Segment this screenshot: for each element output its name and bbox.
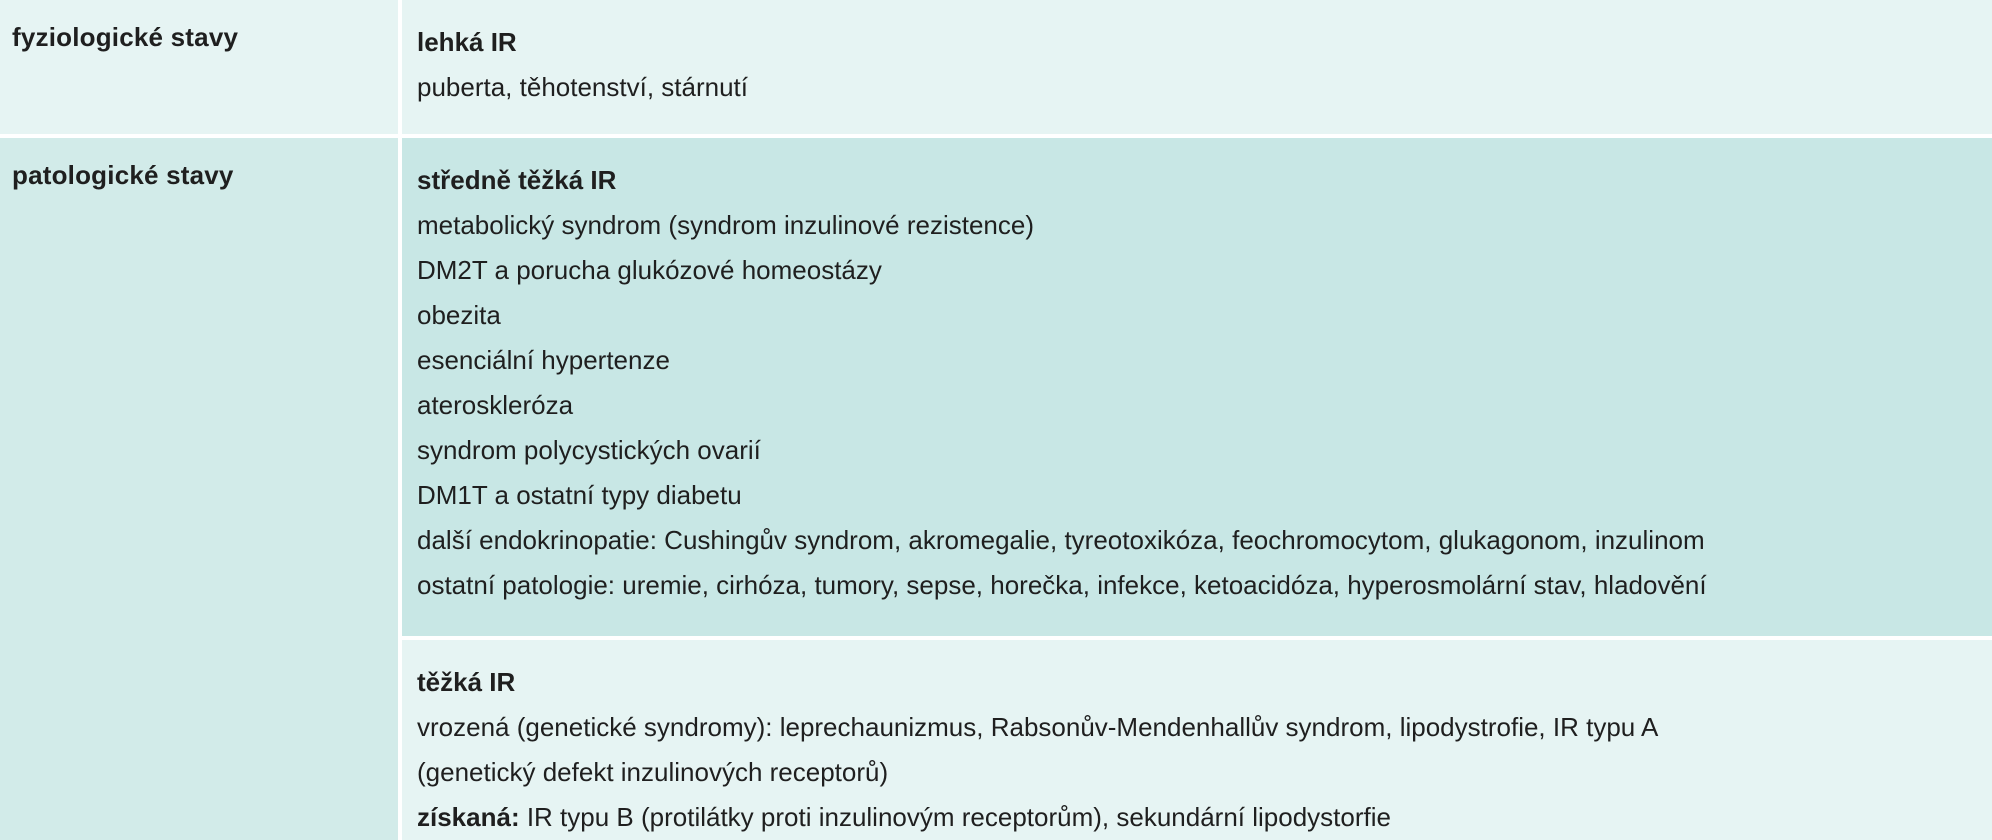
table-row-physiological (0, 0, 1992, 136)
acquired-text: IR typu B (protilátky proti inzulinovým receptorům), sekundární lipodystorfie (519, 802, 1391, 832)
row-content-physiological (400, 0, 1992, 136)
list-item: DM1T a ostatní typy diabetu (417, 480, 742, 510)
row-label-physiological: fyziologické stavy (0, 0, 400, 136)
list-item: puberta, těhotenství, stárnutí (417, 72, 748, 102)
list-item: obezita (417, 300, 501, 330)
list-item: DM2T a porucha glukózové homeostázy (417, 255, 882, 285)
severity-heading-mild: lehká IR (417, 27, 517, 57)
row-content-severe (400, 638, 1992, 840)
list-item-acquired (417, 795, 1992, 840)
list-item-congenital-continued: (genetický defekt inzulinových receptorů) (417, 757, 889, 787)
acquired-label: získaná: (417, 802, 520, 832)
severity-heading-moderate: středně těžká IR (417, 165, 617, 195)
list-item-congenital: vrozená (genetické syndromy): leprechaunizmus, Rabsonův-Mendenhallův syndrom, lipodystrofie, IR typu A (417, 712, 1659, 742)
row-label-pathological: patologické stavy (0, 136, 400, 840)
list-item: ostatní patologie: uremie, cirhóza, tumory, sepse, horečka, infekce, ketoacidóza, hyperosmolární stav, hladovění (417, 570, 1707, 600)
list-item: další endokrinopatie: Cushingův syndrom, akromegalie, tyreotoxikóza, feochromocytom, glukagonom, inzulinom (417, 525, 1705, 555)
list-item: esenciální hypertenze (417, 345, 670, 375)
list-item: metabolický syndrom (syndrom inzulinové rezistence) (417, 210, 1035, 240)
list-item: syndrom polycystických ovarií (417, 435, 761, 465)
severity-heading-severe: těžká IR (417, 667, 516, 697)
list-item: ateroskleróza (417, 390, 574, 420)
row-content-moderate (400, 136, 1992, 638)
table-row-pathological (0, 136, 1992, 638)
